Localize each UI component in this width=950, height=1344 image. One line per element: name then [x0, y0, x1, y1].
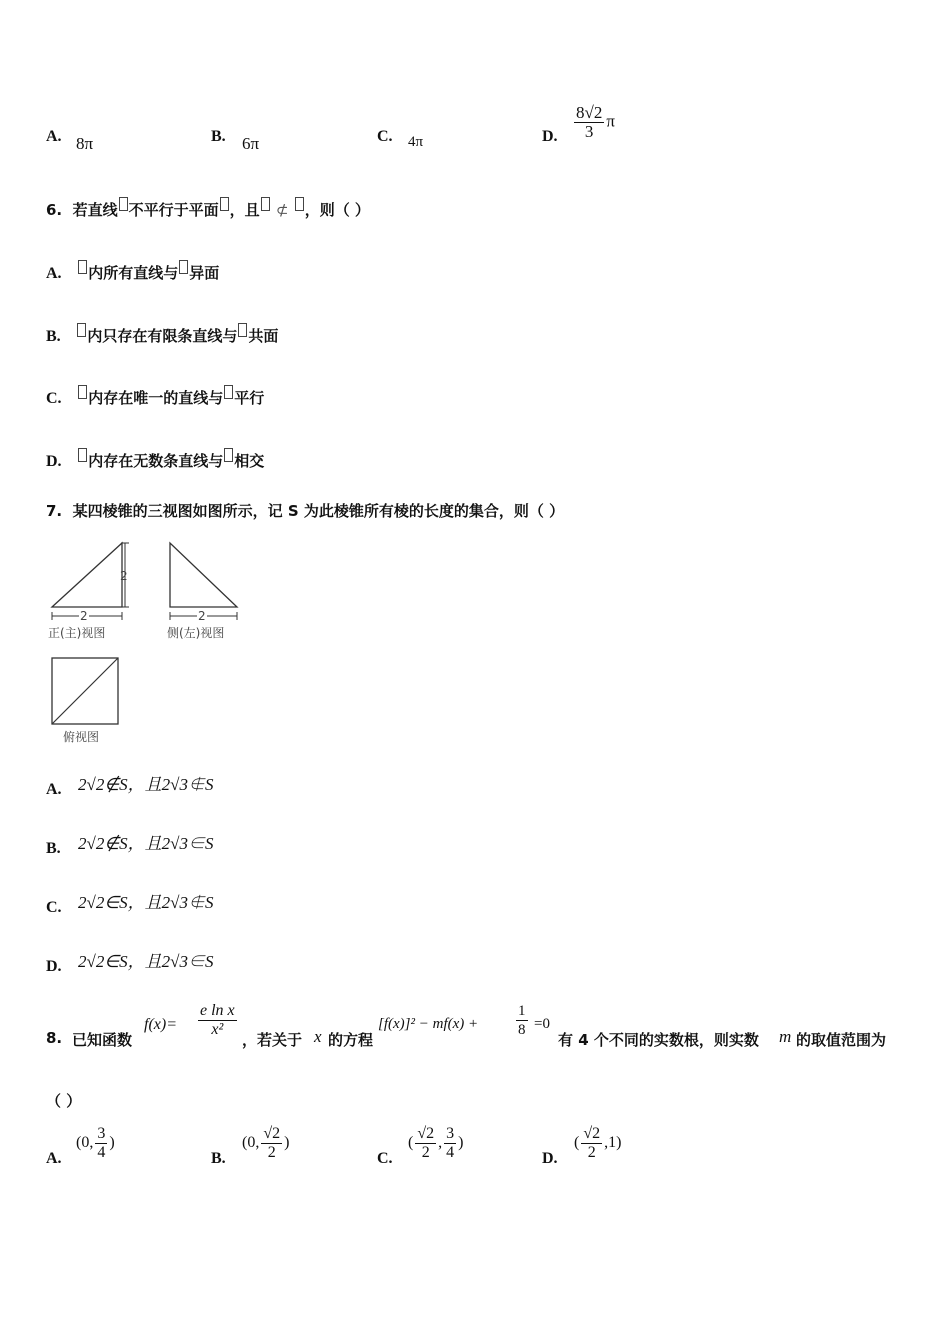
front-view-height-label: 2: [120, 569, 128, 583]
q7-option-b-label: B.: [46, 840, 61, 857]
missing-glyph-icon: [179, 260, 188, 274]
q5-option-a-value: 8π: [76, 134, 94, 153]
missing-glyph-icon: [77, 323, 86, 337]
q5-option-b-value: 6π: [242, 134, 260, 153]
q8-option-a-value: (0, $\frac{3}{4}$ ): [76, 1125, 115, 1161]
q5-option-b-label: B.: [211, 128, 226, 145]
q5-option-c-value: 4π: [408, 134, 424, 150]
missing-glyph-icon: [78, 260, 87, 274]
q7-option-d-expr: 2√2∈S，且2√3∈S: [78, 952, 214, 971]
q7-option-a-label: A.: [46, 781, 62, 798]
missing-glyph-icon: [295, 197, 304, 211]
missing-glyph-icon: [220, 197, 229, 211]
q8-option-c-value: ( $\frac{√2}{2}$ , $\frac{3}{4}$ ): [408, 1125, 464, 1161]
q8-option-b-label: B.: [211, 1150, 226, 1167]
top-view-label: 俯视图: [63, 730, 100, 744]
front-view-width-label: 2: [80, 609, 88, 623]
missing-glyph-icon: [224, 448, 233, 462]
missing-glyph-icon: [78, 448, 87, 462]
q7-option-c-expr: 2√2∈S，且2√3∉S: [78, 893, 214, 912]
q8-function-fraction: $\frac{\text{e ln x}}{\text{x²}}$: [200, 1002, 235, 1038]
side-view: [167, 543, 237, 640]
q8-option-d-label: D.: [542, 1150, 558, 1167]
front-view-label: 正(主)视图: [48, 626, 106, 640]
q8-eq-fraction: $\frac{1}{8}$: [518, 1003, 526, 1038]
q5-option-c-label: C.: [377, 128, 393, 145]
q7-option-c-label: C.: [46, 899, 62, 916]
q7-stem: 7. 某四棱锥的三视图如图所示，记 S 为此棱锥所有棱的长度的集合，则（ ）: [46, 502, 565, 520]
q8-option-b-value: (0, $\frac{√2}{2}$ ): [242, 1125, 290, 1161]
q5-option-d-label: D.: [542, 128, 558, 145]
q5-option-d-value: $\frac{8√2}{3}$ π: [576, 103, 615, 141]
q7-option-b-expr: 2√2∉S，且2√3∈S: [78, 834, 214, 853]
q6-option-a: A. 内所有直线与 异面: [46, 262, 219, 283]
q5-option-a-label: A.: [46, 128, 62, 145]
side-view-label: 侧(左)视图: [167, 626, 225, 640]
q8-option-c-label: C.: [377, 1150, 393, 1167]
missing-glyph-icon: [224, 385, 233, 399]
missing-glyph-icon: [261, 197, 270, 211]
q7-option-d-label: D.: [46, 958, 62, 975]
top-view: [52, 658, 118, 744]
q6-stem: 6. 若直线 不平行于平面 ，且 ⊄ ，则（ ）: [46, 199, 370, 220]
front-view: [48, 543, 129, 640]
q6-option-c: C. 内存在唯一的直线与 平行: [46, 387, 264, 408]
three-view-figure: [40, 538, 260, 750]
q7-option-a-expr: 2√2∉S，且2√3∉S: [78, 775, 214, 794]
side-view-width-label: 2: [198, 609, 206, 623]
q6-option-b: B. 内只存在有限条直线与 共面: [46, 325, 278, 346]
q8-answer-paren: （ ）: [46, 1092, 82, 1110]
missing-glyph-icon: [119, 197, 128, 211]
q6-option-d: D. 内存在无数条直线与 相交: [46, 450, 264, 471]
q8-option-a-label: A.: [46, 1150, 62, 1167]
missing-glyph-icon: [78, 385, 87, 399]
missing-glyph-icon: [238, 323, 247, 337]
q8-option-d-value: ( $\frac{√2}{2}$ ,1): [574, 1125, 622, 1161]
